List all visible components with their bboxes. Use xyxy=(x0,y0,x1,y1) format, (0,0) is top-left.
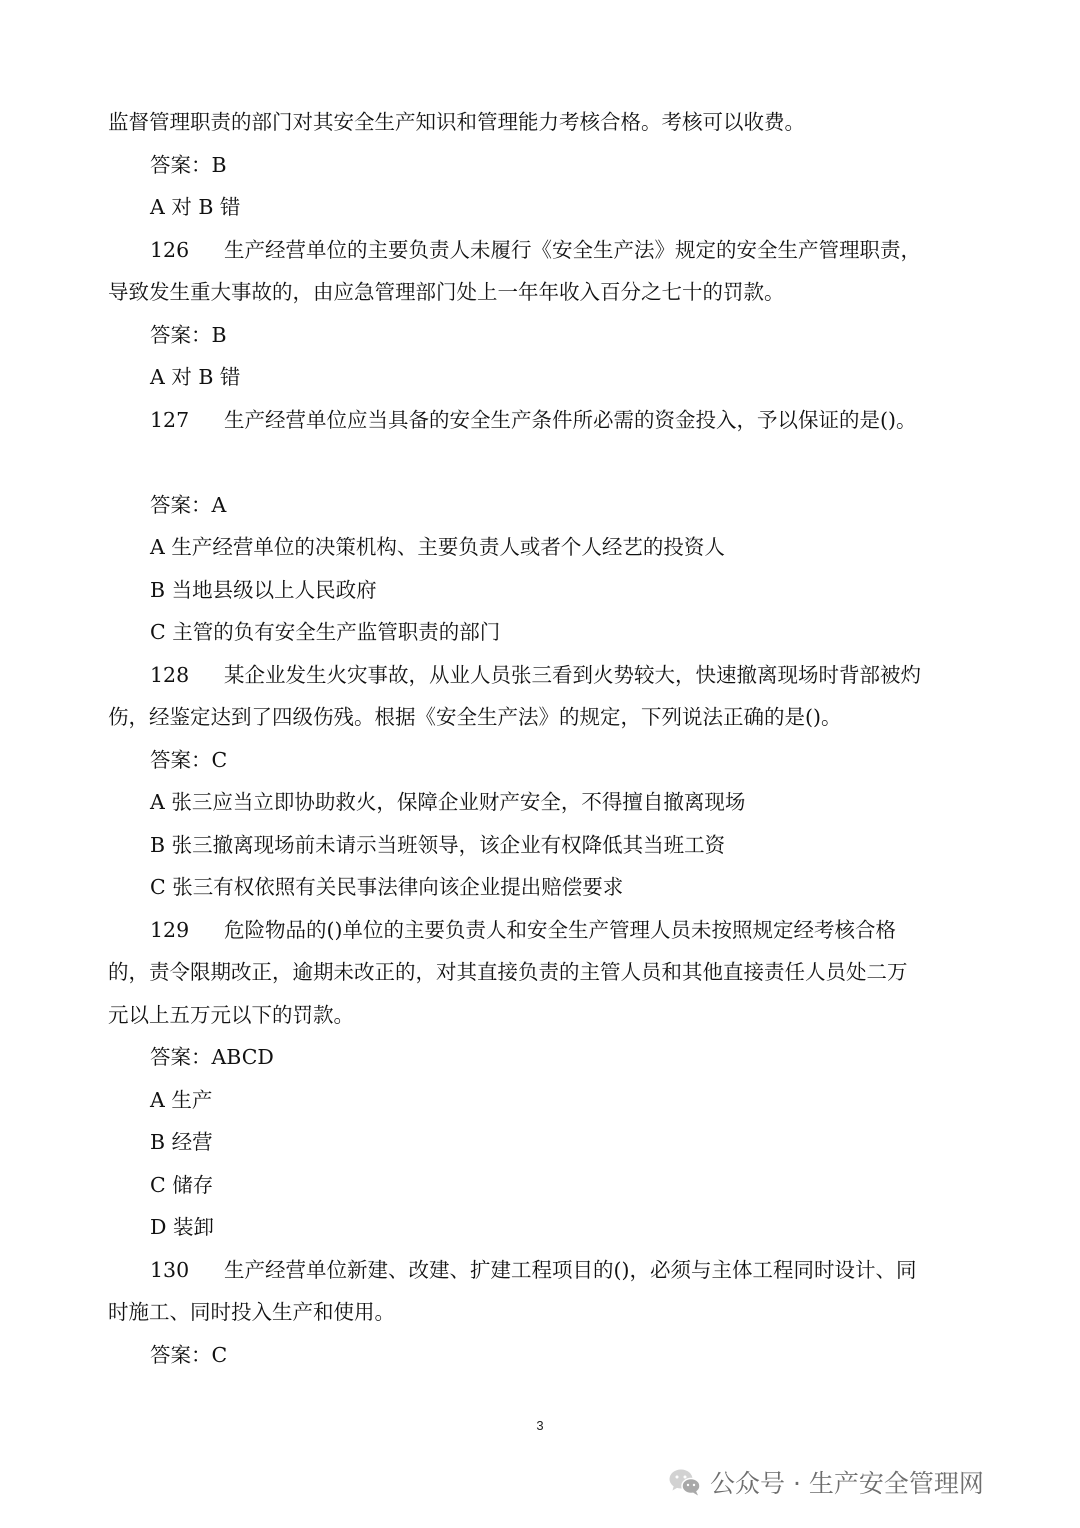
answer-line: 答案：C xyxy=(150,1343,228,1367)
option-line: A 生产 xyxy=(150,1088,213,1112)
option-line: C 张三有权依照有关民事法律向该企业提出赔偿要求 xyxy=(150,875,624,899)
page-number: 3 xyxy=(536,1418,544,1433)
text-line: 的，责令限期改正，逾期未改正的，对其直接负责的主管人员和其他直接责任人员处二万 xyxy=(108,960,908,984)
question-number: 129 xyxy=(150,918,190,942)
option-line: B 当地县级以上人民政府 xyxy=(150,578,377,602)
option-line: C 储存 xyxy=(150,1173,214,1197)
options-line: A 对 B 错 xyxy=(150,195,241,219)
text-line: 元以上五万元以下的罚款。 xyxy=(108,1003,354,1027)
answer-line: 答案：ABCD xyxy=(150,1045,274,1069)
text-line: 时施工、同时投入生产和使用。 xyxy=(108,1300,395,1324)
answer-line: 答案：B xyxy=(150,153,227,177)
answer-line: 答案：A xyxy=(150,493,227,517)
question-text: 危险物品的()单位的主要负责人和安全生产管理人员未按照规定经考核合格 xyxy=(224,918,896,942)
question-129-line xyxy=(150,916,896,944)
question-text: 生产经营单位新建、改建、扩建工程项目的()，必须与主体工程同时设计、同 xyxy=(224,1258,917,1282)
option-line: B 张三撤离现场前未请示当班领导，该企业有权降低其当班工资 xyxy=(150,833,726,857)
question-text: 生产经营单位应当具备的安全生产条件所必需的资金投入，予以保证的是()。 xyxy=(224,408,917,432)
text-line: 导致发生重大事故的，由应急管理部门处上一年年收入百分之七十的罚款。 xyxy=(108,280,785,304)
option-line: C 主管的负有安全生产监管职责的部门 xyxy=(150,620,501,644)
answer-line: 答案：B xyxy=(150,323,227,347)
text-line: 伤，经鉴定达到了四级伤残。根据《安全生产法》的规定，下列说法正确的是()。 xyxy=(108,705,842,729)
question-text: 某企业发生火灾事故，从业人员张三看到火势较大，快速撤离现场时背部被灼 xyxy=(224,663,921,687)
question-130-line xyxy=(150,1256,917,1284)
option-line: B 经营 xyxy=(150,1130,213,1154)
question-number: 128 xyxy=(150,663,190,687)
option-line: A 生产经营单位的决策机构、主要负责人或者个人经艺的投资人 xyxy=(150,535,725,559)
question-number: 126 xyxy=(150,238,190,262)
question-number: 130 xyxy=(150,1258,190,1282)
option-line: D 装卸 xyxy=(150,1215,214,1239)
answer-line: 答案：C xyxy=(150,748,228,772)
question-127-line xyxy=(150,406,917,434)
option-line: A 张三应当立即协助救火，保障企业财产安全，不得擅自撤离现场 xyxy=(150,790,746,814)
question-128-line xyxy=(150,661,921,689)
watermark-text: 公众号 · 生产安全管理网 xyxy=(710,1469,984,1498)
question-number: 127 xyxy=(150,408,190,432)
wechat-icon xyxy=(668,1467,702,1497)
text-line: 监督管理职责的部门对其安全生产知识和管理能力考核合格。考核可以收费。 xyxy=(108,110,805,134)
watermark xyxy=(668,1462,984,1502)
question-text: 生产经营单位的主要负责人未履行《安全生产法》规定的安全生产管理职责， xyxy=(224,238,921,262)
options-line: A 对 B 错 xyxy=(150,365,241,389)
question-126-line xyxy=(150,236,921,264)
